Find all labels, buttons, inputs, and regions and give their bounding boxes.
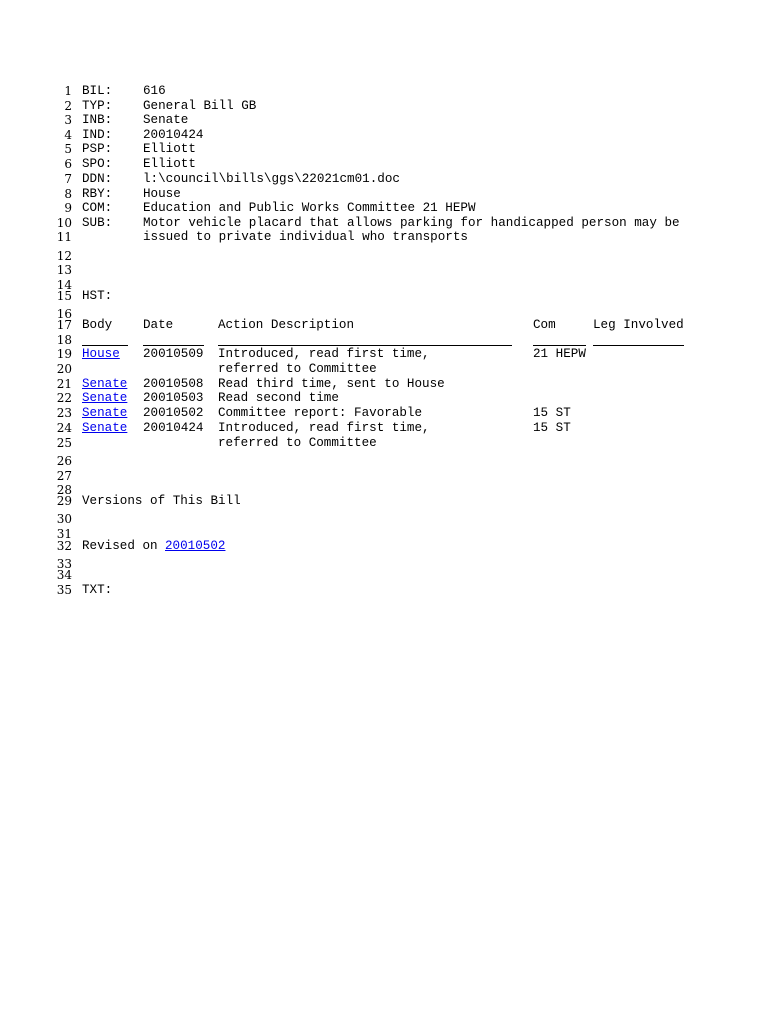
line-number: 26 (56, 454, 72, 468)
history-date: 20010509 (143, 347, 204, 361)
history-action-continued: referred to Committee (218, 436, 377, 450)
line-number: 33 (56, 557, 72, 571)
history-date: 20010502 (143, 406, 204, 420)
column-rule-date (143, 345, 204, 346)
field-label-ind: IND: (82, 128, 113, 142)
line-number: 32 (56, 539, 72, 553)
field-value-inb: Senate (143, 113, 189, 127)
revised-version-link[interactable]: 20010502 (165, 539, 226, 553)
line-number: 12 (56, 249, 72, 263)
history-com: 15 ST (533, 421, 571, 435)
field-label-rby: RBY: (82, 187, 113, 201)
line-number: 25 (56, 436, 72, 450)
line-number: 2 (64, 99, 72, 113)
column-header-action: Action Description (218, 318, 355, 332)
line-number: 3 (64, 113, 72, 127)
line-number: 7 (64, 172, 72, 186)
column-header-com: Com (533, 318, 556, 332)
field-value-bil: 616 (143, 84, 166, 98)
history-action-continued: referred to Committee (218, 362, 377, 376)
field-label-ddn: DDN: (82, 172, 113, 186)
line-number: 5 (64, 142, 72, 156)
line-number: 34 (56, 568, 72, 582)
line-number: 16 (56, 307, 72, 321)
history-action: Read third time, sent to House (218, 377, 445, 391)
column-header-leg: Leg Involved (593, 318, 684, 332)
line-number: 30 (56, 512, 72, 526)
field-value-ddn: l:\council\bills\ggs\22021cm01.doc (143, 172, 400, 186)
line-number: 4 (64, 128, 72, 142)
field-value-spo: Elliott (143, 157, 196, 171)
field-label-inb: INB: (82, 113, 113, 127)
column-header-body: Body (82, 318, 113, 332)
line-number: 29 (56, 494, 72, 508)
history-body-link[interactable]: Senate (82, 421, 128, 435)
field-value-sub: Motor vehicle placard that allows parking for handicapped person may be (143, 216, 680, 230)
field-label-bil: BIL: (82, 84, 113, 98)
line-number: 27 (56, 469, 72, 483)
line-number: 21 (56, 377, 72, 391)
line-number: 17 (56, 318, 72, 332)
history-label: HST: (82, 289, 113, 303)
history-com: 21 HEPW (533, 347, 586, 361)
history-date: 20010508 (143, 377, 204, 391)
history-action: Committee report: Favorable (218, 406, 423, 420)
revised-label: Revised on (82, 539, 158, 553)
history-body-link[interactable]: House (82, 347, 120, 361)
field-label-typ: TYP: (82, 99, 113, 113)
field-label-psp: PSP: (82, 142, 113, 156)
field-label-spo: SPO: (82, 157, 113, 171)
history-action: Introduced, read first time, (218, 347, 430, 361)
line-number: 11 (56, 230, 72, 244)
line-number: 31 (56, 527, 72, 541)
line-number: 18 (56, 333, 72, 347)
history-com: 15 ST (533, 406, 571, 420)
line-number: 19 (56, 347, 72, 361)
line-number: 35 (56, 583, 72, 597)
field-value-rby: House (143, 187, 181, 201)
history-action: Read second time (218, 391, 339, 405)
txt-label: TXT: (82, 583, 113, 597)
column-rule-com (533, 345, 586, 346)
line-number: 13 (56, 263, 72, 277)
field-value-ind: 20010424 (143, 128, 204, 142)
history-date: 20010424 (143, 421, 204, 435)
column-rule-body (82, 345, 128, 346)
history-date: 20010503 (143, 391, 204, 405)
line-number: 8 (64, 187, 72, 201)
field-value-typ: General Bill GB (143, 99, 257, 113)
field-value-sub-continued: issued to private individual who transports (143, 230, 468, 244)
line-number: 20 (56, 362, 72, 376)
line-number: 14 (56, 278, 72, 292)
line-number: 28 (56, 483, 72, 497)
line-number: 1 (64, 84, 72, 98)
column-rule-leg (593, 345, 684, 346)
line-number: 22 (56, 391, 72, 405)
line-number: 6 (64, 157, 72, 171)
column-header-date: Date (143, 318, 174, 332)
line-number: 9 (64, 201, 72, 215)
line-number: 10 (56, 216, 72, 230)
history-body-link[interactable]: Senate (82, 406, 128, 420)
field-value-com: Education and Public Works Committee 21 HEPW (143, 201, 476, 215)
line-number: 24 (56, 421, 72, 435)
field-value-psp: Elliott (143, 142, 196, 156)
field-label-sub: SUB: (82, 216, 113, 230)
history-body-link[interactable]: Senate (82, 391, 128, 405)
line-number: 23 (56, 406, 72, 420)
versions-heading: Versions of This Bill (82, 494, 241, 508)
history-action: Introduced, read first time, (218, 421, 430, 435)
field-label-com: COM: (82, 201, 113, 215)
history-body-link[interactable]: Senate (82, 377, 128, 391)
column-rule-action (218, 345, 512, 346)
line-number: 15 (56, 289, 72, 303)
